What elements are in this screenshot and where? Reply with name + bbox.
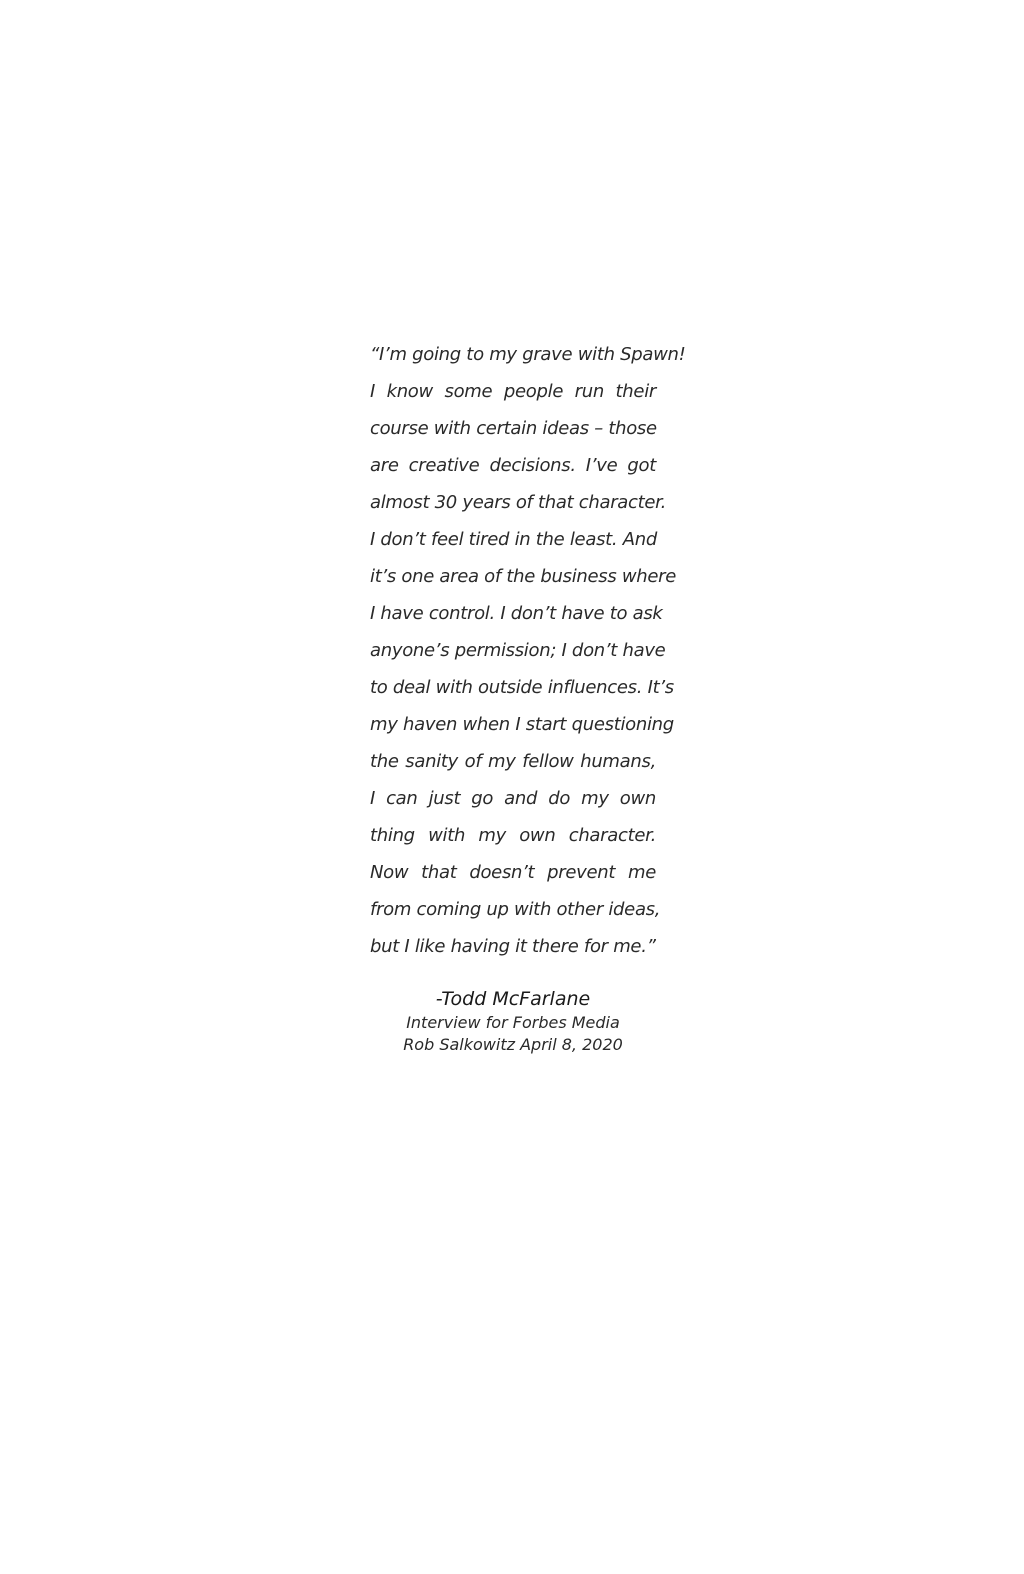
- quote-line: but I like having it there for me.”: [370, 936, 656, 957]
- quote-line: course with certain ideas – those: [370, 418, 657, 439]
- quote-line: my haven when I start questioning: [370, 714, 674, 735]
- attribution: [313, 986, 713, 1056]
- attribution-source: Interview for Forbes Media: [406, 1013, 620, 1032]
- quote-line: I can just go and do my own: [370, 788, 656, 809]
- attribution-credit: Rob Salkowitz April 8, 2020: [403, 1035, 623, 1054]
- quote-line: I don’t feel tired in the least. And: [370, 529, 657, 550]
- attribution-author: -Todd McFarlane: [435, 988, 591, 1010]
- quote-line: thing with my own character.: [370, 825, 656, 846]
- quote-line: anyone’s permission; I don’t have: [370, 640, 666, 661]
- quote-line: it’s one area of the business where: [370, 566, 677, 587]
- quote-line: I have control. I don’t have to ask: [370, 603, 663, 624]
- quote-line: “I’m going to my grave with Spawn!: [370, 344, 686, 365]
- quote-block: [370, 336, 686, 965]
- quote-line: almost 30 years of that character.: [370, 492, 667, 513]
- quote-line: Now that doesn’t prevent me: [370, 862, 656, 883]
- quote-line: are creative decisions. I’ve got: [370, 455, 656, 476]
- quote-line: the sanity of my fellow humans,: [370, 751, 656, 772]
- quote-line: from coming up with other ideas,: [370, 899, 661, 920]
- quote-line: I know some people run their: [370, 381, 656, 402]
- quote-line: to deal with outside influences. It’s: [370, 677, 674, 698]
